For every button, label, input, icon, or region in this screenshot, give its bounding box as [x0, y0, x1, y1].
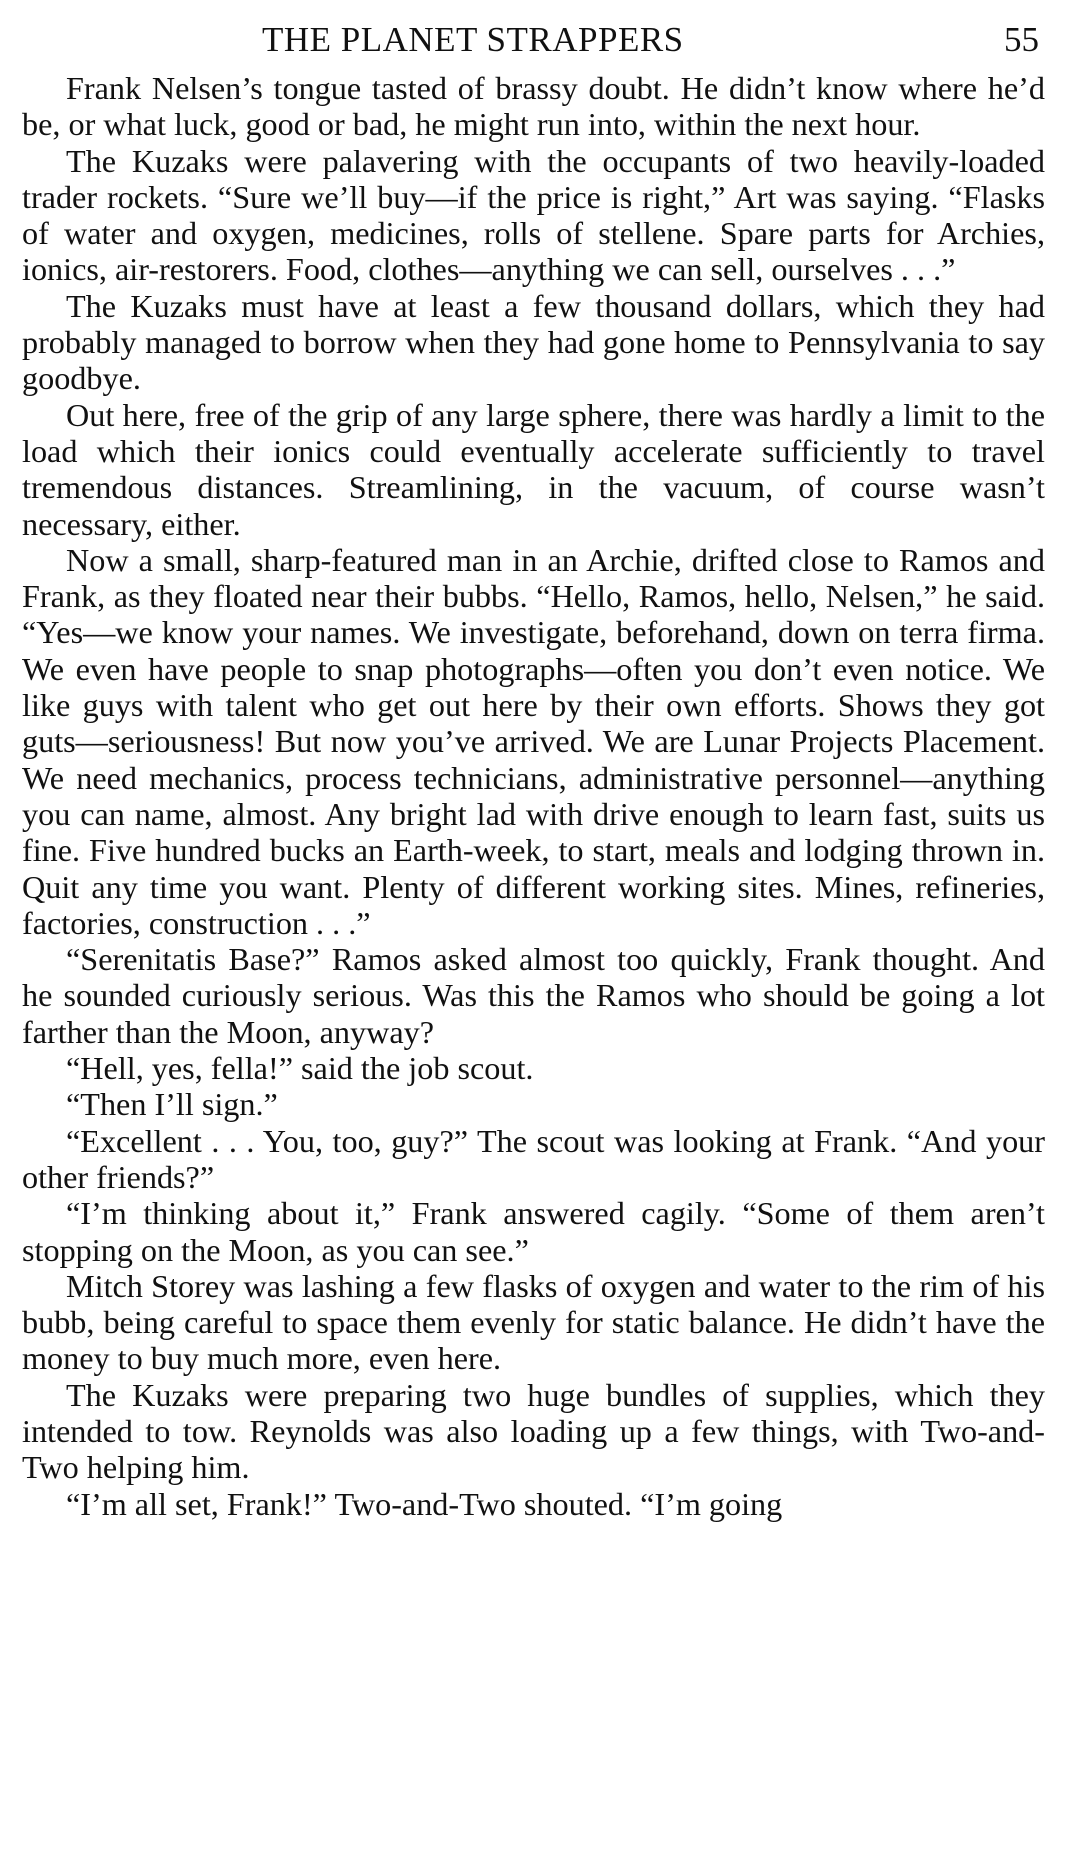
paragraph: “I’m thinking about it,” Frank answered cagily. “Some of them aren’t stopping on the Moon, as you can see.” — [22, 1195, 1045, 1268]
paragraph: Mitch Storey was lashing a few flasks of oxygen and water to the rim of his bubb, being careful to space them evenly for static balance. He didn’t have the money to buy much more, even here. — [22, 1267, 1045, 1377]
paragraph: Frank Nelsen’s tongue tasted of brassy doubt. He didn’t know where he’d be, or what luck, good or bad, he might run into, within the next hour. — [22, 70, 1045, 143]
page-number: 55 — [1004, 20, 1039, 59]
running-head — [22, 10, 1045, 70]
paragraph: “Serenitatis Base?” Ramos asked almost too quickly, Frank thought. And he sounded curiously serious. Was this the Ramos who should be going a lot farther than the Moon, anyway? — [22, 941, 1045, 1050]
paragraph: The Kuzaks were palavering with the occupants of two heavily-loaded trader rockets. “Sure we’ll buy—if the price is right,” Art was saying. “Flasks of water and oxygen, medicines, rolls of stellene. Spare parts for Archies, ionics, air-restorers. Food, clothes—anything we can sell, ourselves . . .” — [22, 142, 1045, 288]
book-page — [22, 10, 1045, 1522]
paragraph: “Excellent . . . You, too, guy?” The scout was looking at Frank. “And your other friends?” — [22, 1122, 1045, 1195]
paragraph: Now a small, sharp-featured man in an Archie, drifted close to Ramos and Frank, as they floated near their bubbs. “Hello, Ramos, hello, Nelsen,” he said. “Yes—we know your names. We investigate, beforehand, down on terra firma. We even have people to snap photographs—often you don’t even notice. We like guys with talent who get out here by their own efforts. Shows they got guts—seriousness! But now you’ve arrived. We are Lunar Projects Placement. We need mechanics, process technicians, administrative personnel—anything you can name, almost. Any bright lad with drive enough to learn fast, suits us fine. Five hundred bucks an Earth-week, to start, meals and lodging thrown in. Quit any time you want. Plenty of different working sites. Mines, refineries, factories, construction . . .” — [22, 541, 1045, 941]
running-title: THE PLANET STRAPPERS — [262, 20, 684, 59]
paragraph: “Hell, yes, fella!” said the job scout. — [66, 1050, 534, 1087]
paragraph: “I’m all set, Frank!” Two-and-Two shouted. “I’m going — [66, 1485, 783, 1522]
paragraph: “Then I’ll sign.” — [66, 1086, 278, 1123]
body-text — [22, 70, 1045, 1522]
paragraph: The Kuzaks were preparing two huge bundles of supplies, which they intended to tow. Reynolds was also loading up a few things, with Two-and-Two helping him. — [22, 1376, 1045, 1486]
paragraph: Out here, free of the grip of any large sphere, there was hardly a limit to the load which their ionics could eventually accelerate sufficiently to travel tremendous distances. Streamlining, in the vacuum, of course wasn’t necessary, either. — [22, 396, 1045, 542]
paragraph: The Kuzaks must have at least a few thousand dollars, which they had probably managed to borrow when they had gone home to Pennsylvania to say goodbye. — [22, 287, 1045, 397]
